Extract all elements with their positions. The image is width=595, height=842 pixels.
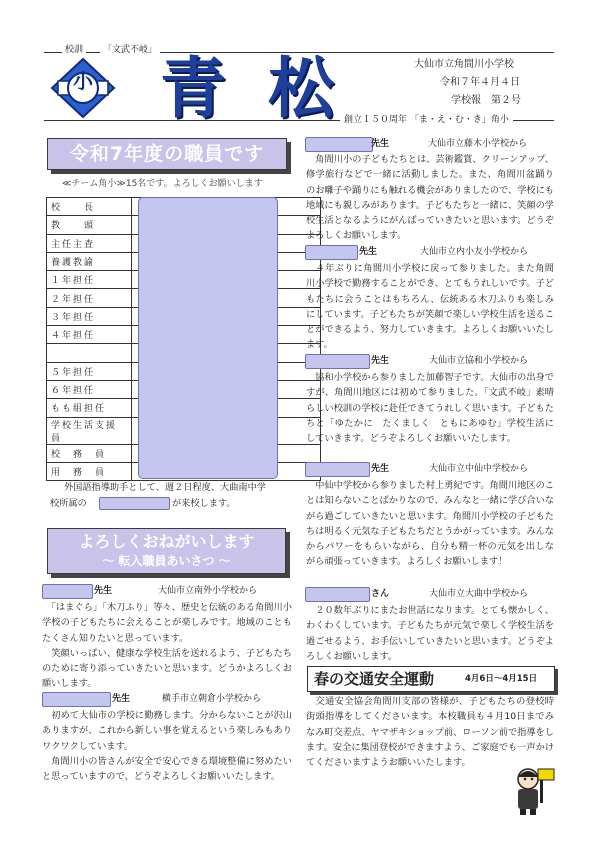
- staff-role: 養護教諭: [47, 252, 132, 270]
- motto-label: 校訓: [62, 44, 86, 57]
- staff-role: 主任主査: [47, 234, 132, 252]
- traffic-heading: 春の交通安全運動: [314, 670, 435, 688]
- teacher-6-message: 「はまぐら」「木刀ふり」等々、歴史と伝統のある角間川小学校の子どもたちに会えることが楽しみです。地域のこともたくさん知りたいと思っています。 笑顔いっぱい、健康な学校生活を送れるよう、子どもたちのために寄り添っていきたいと思います。どうかよろしくお願いします。: [42, 602, 292, 690]
- staff-role: 用 務 員: [47, 462, 132, 480]
- newsletter-title-1: 青: [160, 50, 226, 127]
- teacher-6-title: 先生: [94, 586, 113, 596]
- teacher-6-name-mask: [42, 584, 93, 599]
- staff-intro: ≪チーム角小≫15名です。よろしくお願いします: [62, 179, 263, 189]
- traffic-dates: 4月6日～4月15日: [465, 674, 538, 684]
- teacher-2-from: 大仙市立内小友小学校から: [420, 247, 529, 257]
- teacher-4-message: 中仙中学校から参りました村上勇紀です。角間川地区のことは知らないことばかりなので、みんなと一緒に学び合いながら過ごしていきたいと思います。角間川小学校の子どもたちは明るく元気な子どもたちだとうかがっています。みんなからパワーをもらいながら、自分も精一杯の元気を出しながら頑張っていきます。よろしくお願いします！: [306, 480, 554, 568]
- staff-role: 校 務 員: [47, 444, 132, 462]
- staff-5-message: ２０数年ぶりにまたお世話になります。とても懐かしく、わくわくしています。子どもたちが元気で楽しく学校生活を過ごせるよう、お手伝いしていきたいと思います。どうぞよろしくお願いします。: [306, 605, 554, 662]
- crossing-guard-illustration: [506, 765, 556, 817]
- teacher-1-name-mask: [305, 137, 373, 152]
- teacher-6-from: 大仙市立南外小学校から: [158, 586, 258, 596]
- teacher-2-name-mask: [305, 245, 358, 260]
- greeting-subheading: ～ 転入職員あいさつ ～: [102, 554, 231, 568]
- greeting-heading: よろしくおねがいします: [78, 532, 255, 551]
- alt-note-line-2-end: が来校します。: [172, 498, 236, 509]
- newsletter-title-2: 松: [268, 50, 334, 127]
- staff-role: ３年担任: [47, 307, 132, 325]
- teacher-1-message: 角間川小の子どもたちとは、芸術鑑賞、クリーンアップ、修学旅行などで一緒に活動しました。また、角間川盆踊りのお囃子や踊りにも触れる機会がありましたので、学校にも地域にも親しみがあります。子どもたちと一緒に、笑顔の学校生活となるようにがんばっていきたいと思います。どうぞよろしくお願いします。: [306, 154, 554, 242]
- staff-role: 校 長: [47, 198, 132, 216]
- teacher-1-from: 大仙市立藤木小学校から: [428, 139, 528, 149]
- school-name: 大仙市立角間川小学校: [414, 59, 514, 70]
- emblem-character: 小: [73, 69, 93, 93]
- staff-role: [47, 344, 132, 362]
- traffic-heading-box: [307, 666, 555, 692]
- staff-role: ６年担任: [47, 380, 132, 398]
- teacher-2-title: 先生: [359, 247, 378, 257]
- teacher-4-title: 先生: [371, 464, 390, 474]
- staff-role: １年担任: [47, 271, 132, 289]
- teacher-3-name-mask: [305, 354, 370, 369]
- teacher-4-name-mask: [305, 462, 370, 477]
- staff-5-from: 大仙市立大曲中学校から: [429, 589, 529, 599]
- issue-number: 学校報 第２号: [451, 95, 521, 106]
- alt-note-line-1: 外国語指導助手として、週２日程度、大曲南中学: [64, 482, 266, 493]
- alt-name-mask: [99, 497, 170, 510]
- issue-date: 令和７年４月４日: [440, 77, 520, 88]
- motto: 「文武不岐」: [100, 44, 160, 57]
- staff-role: 教 頭: [47, 216, 132, 234]
- staff-role: ２年担任: [47, 289, 132, 307]
- staff-role: ５年担任: [47, 362, 132, 380]
- teacher-3-title: 先生: [371, 356, 390, 366]
- teacher-3-from: 大仙市立協和小学校から: [429, 356, 529, 366]
- teacher-7-name-mask: [42, 692, 111, 707]
- teacher-7-title: 先生: [112, 694, 131, 704]
- staff-names-mask: [138, 197, 278, 479]
- teacher-7-from: 横手市立朝倉小学校から: [162, 694, 262, 704]
- teacher-1-title: 先生: [371, 139, 390, 149]
- traffic-message: 交通安全協会角間川支部の皆様が、子どもたちの登校時街頭指導をしてくださいます。本校職員も４月10日までみなみ町交差点、ヤマザキショップ前、ローソン前で指導をします。安全に集団登校ができますよう、ご家庭でも一声かけてくださいますようお願いいたします。: [306, 696, 554, 769]
- staff-role: ４年担任: [47, 326, 132, 344]
- staff-5-name-mask: [305, 587, 370, 602]
- staff-5-title: さん: [371, 589, 390, 599]
- staff-role: 学校生活支援員: [47, 417, 132, 444]
- staff-role: もも組担任: [47, 399, 132, 417]
- teacher-2-message: ４年ぶりに角間川小学校に戻って参りました。また角間川小学校で勤務することができ、とてもうれしいです。子どもたちに会うことはもちろん、伝統ある木刀ふりも楽しみにしています。子どもたちが笑顔で楽しい学校生活を送ることができるよう、努力していきます。よろしくお願いいたします。: [306, 263, 554, 351]
- teacher-4-from: 大仙市立中仙中学校から: [429, 464, 529, 474]
- alt-note-line-2-start: 校所属の: [50, 498, 87, 509]
- anniversary-slogan: 創立１５０周年 「ま・え・む・き」角小: [340, 114, 513, 127]
- teacher-7-message: 初めて大仙市の学校に勤務します。分からないことが沢山ありますが、これから新しい事を覚えるという楽しみもありワクワクしています。 角間川小の皆さんが安全で安心できる環境整備に努めたいと思っていますので、どうぞよろしくお願いいたします。: [42, 710, 292, 783]
- staff-heading-banner: [47, 138, 287, 170]
- teacher-3-message: 協和小学校から参りました加藤智子です。大仙市の出身ですが、角間川地区には初めて参りました。「文武不岐」素晴らしい校訓の学校に赴任できてうれしく思います。子どもたちと「ゆたかに たくましく ともにあゆむ」学校生活にしていきます。どうぞよろしくお願いいたします。: [306, 372, 554, 445]
- staff-heading: 令和7年度の職員です: [69, 143, 265, 165]
- greeting-banner: [47, 528, 286, 574]
